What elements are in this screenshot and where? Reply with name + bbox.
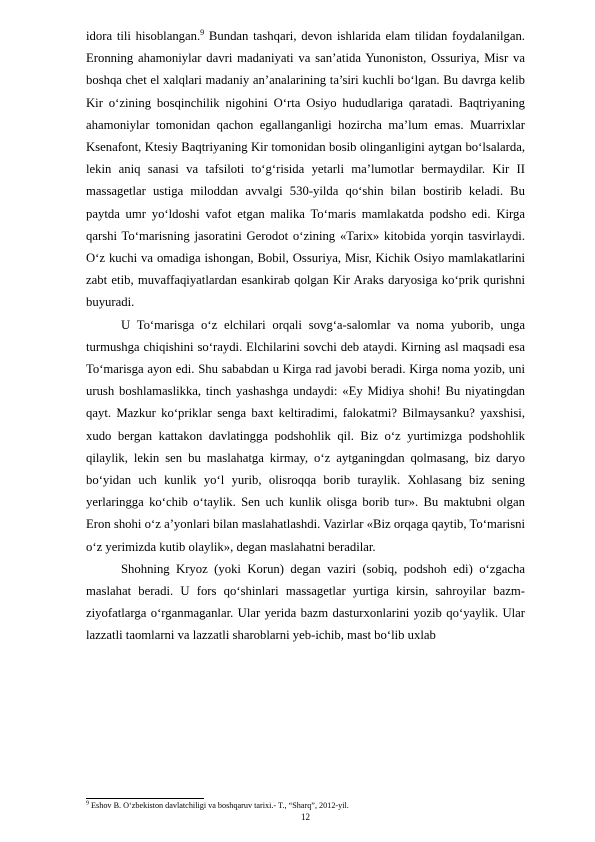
footnote <box>86 800 525 811</box>
paragraph-2: U To‘marisga o‘z elchilari orqali sovg‘a-salomlar va noma yuborib, unga turmushga chiqishini so‘raydi. Elchilarini sovchi deb ataydi. Kirning asl maqsadi esa To‘marisga ayon edi. Shu sababdan u Kirga rad javobi beradi. Kirga noma yozib, uni urush boshlamaslikka, tinch yashashga undaydi: «Ey Midiya shohi! Bu niyatingdan qayt. Mazkur ko‘priklar senga baxt keltiradimi, falokatmi? Bilmaysanku? yaxshisi, xudo bergan kattakon davlatingga podshohlik qil. Biz o‘z yurtimizga podshohlik qilaylik, lekin sen bu maslahatga kirmay, o‘z aytganingdan qolmasang, biz daryo bo‘yidan uch kunlik yo‘l yurib, olisroqqa borib turaylik. Xohlasang biz sening yerlaringga ko‘chib o‘taylik. Sen uch kunlik olisga borib tur». Bu maktubni olgan Eron shohi o‘z a’yonlari bilan maslahatlashdi. Vazirlar «Biz orqaga qaytib, To‘marisni o‘z yerimizda kutib olaylik», degan maslahatni beradilar. <box>86 317 525 554</box>
page-number: 12 <box>301 812 310 822</box>
footnote-separator <box>86 798 204 799</box>
footnote-text: Eshov B. O‘zbekiston davlatchiligi va boshqaruv tarixi.- T., “Sharq”, 2012-yil. <box>89 801 349 810</box>
footnote-reference[interactable]: 9 <box>200 27 205 37</box>
body-text <box>86 25 525 647</box>
footnote-marker: 9 <box>86 800 89 807</box>
paragraph-1-continuation: Bundan tashqari, devon ishlarida elam tilidan foydalanilgan. Eronning ahamoniylar davri madaniyati va san’atida Yunoniston, Ossuriya, Misr va boshqa chet el xalqlari madaniy an’analarining ta’siri kuchli bo‘lgan. Bu davrga kelib Kir o‘zining bosqinchilik nigohini O‘rta Osiyo hududlariga qaratadi. Baqtriyaning ahamoniylar tomonidan qachon egallanganligi hozircha ma’lum emas. Muarrixlar Ksenafont, Ktesiy Baqtriyaning Kir tomonidan bosib olinganligini aytgan bo‘lsalarda, lekin aniq sanasi va tafsiloti to‘g‘risida yetarli ma’lumotlar bermaydilar. Kir II massagetlar ustiga miloddan avvalgi 530-yilda qo‘shin bilan bostirib keladi. Bu paytda umr yo‘ldoshi vafot etgan malika To‘maris mamlakatda podsho edi. Kirga qarshi To‘marisning jasoratini Gerodot o‘zining «Tarix» kitobida yorqin tasvirlaydi. O‘z kuchi va omadiga ishongan, Bobil, Ossuriya, Misr, Kichik Osiyo mamlakatlarini zabt etib, muvaffaqiyatlardan esankirab qolgan Kir Araks daryosiga ko‘prik qurishni buyuradi. <box>86 29 525 310</box>
paragraph-1 <box>86 25 525 314</box>
paragraph-1-opening: idora tili hisoblangan. <box>86 29 201 43</box>
paragraph-3: Shohning Kryoz (yoki Korun) degan vaziri (sobiq, podshoh edi) o‘zgacha maslahat beradi. U fors qo‘shinlari massagetlar yurtiga kirsin, sahroyilar bazm-ziyofatlarga o‘rganmaganlar. Ular yerida bazm dasturxonlarini yozib qo‘yaylik. Ular lazzatli taomlarni va lazzatli sharoblarni yeb-ichib, mast bo‘lib uxlab <box>86 561 525 643</box>
